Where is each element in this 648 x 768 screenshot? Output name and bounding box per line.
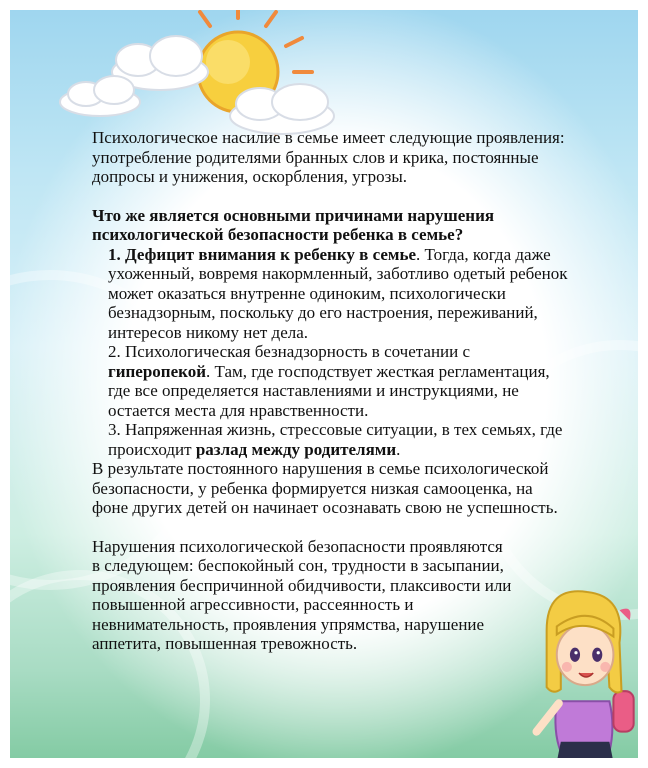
cause-2-text-start: 2. Психологическая безнадзорность в сочетании с [108, 342, 471, 361]
cause-3-text-end: . [396, 439, 401, 459]
cloud-icon [60, 76, 140, 116]
cause-1-number: 1. [108, 244, 121, 264]
cause-3 [92, 420, 572, 459]
intro-paragraph: Психологическое насилие в семье имеет следующие проявления: употребление родителями бранных слов и крика, постоянные допросы и унижения, оскорбления, угрозы. [92, 128, 565, 186]
cause-1-text: . Тогда, когда даже ухоженный, вовремя накормленный, заботливо одетый ребенок может оказаться внутренне одиноким, психологически безнадзорным, поскольку до его настроения, переживаний, интересов никому нет дела. [108, 244, 568, 342]
document-body [92, 128, 572, 654]
causes-heading [92, 206, 572, 245]
cloud-icon [230, 84, 334, 134]
cause-1 [92, 245, 572, 343]
result-paragraph: В результате постоянного нарушения в семье психологической безопасности, у ребенка формируется низкая самооценка, на фоне других детей он начинает осознавать свою не успешность. [92, 459, 558, 517]
page-background [10, 10, 638, 758]
violations-paragraph: Нарушения психологической безопасности проявляются в следующем: беспокойный сон, трудности в засыпании, проявления беспричинной обидчивости, плаксивости или повышенной агрессивности, рассеянность и невнимательность, проявления упрямства, нарушение аппетита, повышенная тревожность. [92, 536, 512, 653]
cause-2 [92, 342, 572, 420]
cause-1-title: Дефицит внимания к ребенку в семье [125, 244, 416, 264]
cause-2-bold: гиперопекой [108, 361, 207, 381]
causes-heading-text: Что же является основными причинами нарушения психологической безопасности ребенка в семье? [92, 205, 495, 244]
cause-3-bold: разлад между родителями [195, 439, 397, 459]
cause-2-text-end: . Там, где господствует жесткая регламентация, где все определяется наставлениями и инструкциями, не остается места для нравственности. [108, 361, 550, 420]
cause-3-text-start: 3. Напряженная жизнь, стрессовые ситуации, в тех семьях, где происходит [108, 420, 563, 459]
